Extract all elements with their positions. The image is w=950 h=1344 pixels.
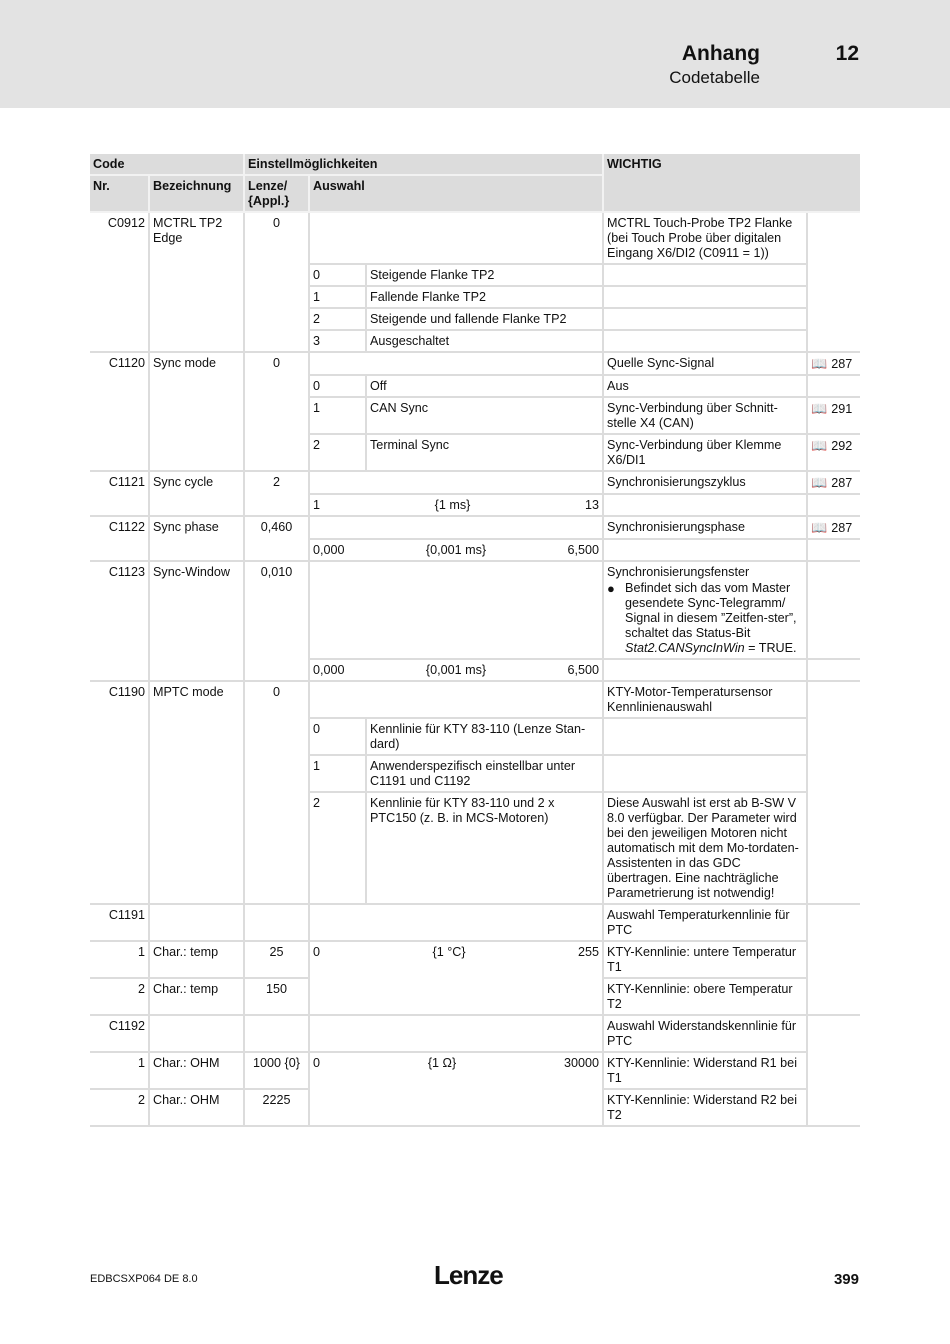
important-cell: KTY-Motor-Temperatursensor Kennlinienauswahl [604, 682, 808, 719]
page-ref[interactable]: 287 [831, 357, 853, 371]
range-cell [310, 540, 604, 562]
option-value: 2 [310, 309, 367, 331]
important-cell: Sync-Verbindung über Schnitt-stelle X4 (CAN) [604, 398, 808, 435]
name-cell: Sync mode [150, 353, 245, 472]
important-cell: KTY-Kennlinie: obere Temperatur T2 [604, 979, 808, 1016]
ref-cell [808, 398, 860, 435]
lenze-cell: 0 [245, 353, 310, 472]
table-row [90, 905, 860, 942]
option-value: 3 [310, 331, 367, 353]
range-max: 13 [585, 498, 600, 512]
book-icon: 📖 [811, 438, 828, 453]
option-value: 0 [310, 265, 367, 287]
lenze-cell [245, 905, 310, 942]
subcode-nr: 1 [90, 942, 150, 979]
range-unit: {1 °C} [432, 945, 466, 959]
subcode-nr: 2 [90, 1090, 150, 1127]
lenze-cell: 150 [245, 979, 310, 1016]
selection-cell [310, 1016, 604, 1053]
range-unit: {1 ms} [434, 498, 471, 512]
important-cell: Auswahl Widerstandskennlinie für PTC [604, 1016, 808, 1053]
range-cell [310, 660, 604, 682]
range-unit: {0,001 ms} [425, 543, 487, 557]
name-cell: MCTRL TP2 Edge [150, 213, 245, 353]
bullet-text [625, 581, 803, 656]
bullet-body: Befindet sich das vom Master gesendete Sync-Telegramm/ Signal in diesem ”Zeitfen-ster”, schaltet das Status-Bit [625, 581, 797, 640]
important-cell [604, 756, 808, 793]
table-row [90, 1016, 860, 1053]
lenze-cell: 0,010 [245, 562, 310, 682]
ref-cell [808, 376, 860, 398]
important-cell: Synchronisierungsphase [604, 517, 808, 540]
important-cell: Aus [604, 376, 808, 398]
lenze-cell: 1000 {0} [245, 1053, 310, 1090]
selection-cell [310, 213, 604, 265]
lenze-cell: 25 [245, 942, 310, 979]
table-header-row [90, 154, 860, 176]
name-cell [150, 1016, 245, 1053]
important-cell [604, 540, 808, 562]
important-cell: Auswahl Temperaturkennlinie für PTC [604, 905, 808, 942]
page-ref[interactable]: 291 [831, 402, 853, 416]
chapter-number: 12 [835, 42, 859, 65]
option-text: Fallende Flanke TP2 [367, 287, 604, 309]
option-text: Kennlinie für KTY 83-110 (Lenze Stan-dard) [367, 719, 604, 756]
lenze-cell: 2225 [245, 1090, 310, 1127]
header-code: Code [90, 154, 245, 176]
book-icon: 📖 [811, 401, 828, 416]
header-selection: Auswahl [310, 176, 604, 213]
ref-cell [808, 1016, 860, 1127]
table-row [90, 942, 860, 979]
table-row [90, 353, 860, 376]
important-cell: KTY-Kennlinie: Widerstand R1 bei T1 [604, 1053, 808, 1090]
option-text: Off [367, 376, 604, 398]
table-row [90, 562, 860, 660]
option-text: Ausgeschaltet [367, 331, 604, 353]
selection-cell [310, 517, 604, 540]
important-cell: Diese Auswahl ist erst ab B-SW V 8.0 verfügbar. Der Parameter wird bei den jeweiligen Motoren nicht automatisch mit dem Mo-tordaten-Assistenten in das GDC übertragen. Eine nachträgliche Parametrierung ist notwendig! [604, 793, 808, 905]
name-cell: Char.: temp [150, 979, 245, 1016]
option-value: 0 [310, 376, 367, 398]
option-text: Steigende und fallende Flanke TP2 [367, 309, 604, 331]
name-cell: Sync cycle [150, 472, 245, 517]
lenze-cell: 0 [245, 213, 310, 353]
range-min: 0,000 [313, 543, 345, 557]
name-cell: Char.: temp [150, 942, 245, 979]
selection-cell [310, 562, 604, 660]
ref-cell [808, 517, 860, 540]
option-value: 1 [310, 398, 367, 435]
code-cell: C1122 [90, 517, 150, 562]
option-value: 2 [310, 435, 367, 472]
table-row [90, 213, 860, 265]
code-table [90, 154, 860, 1127]
ref-cell [808, 682, 860, 905]
range-cell [310, 942, 604, 1016]
code-cell: C1121 [90, 472, 150, 517]
ref-cell [808, 660, 860, 682]
header-important: WICHTIG [604, 154, 860, 213]
lenze-logo: Lenze [434, 1260, 503, 1290]
important-cell [604, 265, 808, 287]
ref-cell [808, 472, 860, 495]
name-cell: Sync phase [150, 517, 245, 562]
code-cell: C1123 [90, 562, 150, 682]
lenze-cell: 2 [245, 472, 310, 517]
ref-cell [808, 562, 860, 660]
code-cell: C0912 [90, 213, 150, 353]
option-value: 1 [310, 756, 367, 793]
ref-cell [808, 435, 860, 472]
range-min: 0 [313, 1056, 321, 1070]
important-title: Synchronisierungsfenster [607, 565, 750, 579]
range-cell [310, 1053, 604, 1127]
chapter-subtitle: Codetabelle [669, 68, 760, 87]
important-cell [604, 331, 808, 353]
important-cell [604, 660, 808, 682]
ref-cell [808, 540, 860, 562]
selection-cell [310, 905, 604, 942]
range-max: 30000 [564, 1056, 600, 1070]
header-settings: Einstellmöglichkeiten [245, 154, 604, 176]
option-text: Kennlinie für KTY 83-110 und 2 x PTC150 (z. B. in MCS-Motoren) [367, 793, 604, 905]
page-ref[interactable]: 287 [831, 476, 853, 490]
page-ref[interactable]: 287 [831, 521, 853, 535]
bullet-item [607, 581, 803, 656]
code-cell: C1192 [90, 1016, 150, 1053]
range-min: 1 [313, 498, 321, 512]
ref-cell [808, 213, 860, 353]
important-cell: Quelle Sync-Signal [604, 353, 808, 376]
name-cell: Char.: OHM [150, 1053, 245, 1090]
important-cell: KTY-Kennlinie: Widerstand R2 bei T2 [604, 1090, 808, 1127]
name-cell: Char.: OHM [150, 1090, 245, 1127]
name-cell: Sync-Window [150, 562, 245, 682]
ref-cell [808, 905, 860, 1016]
option-value: 1 [310, 287, 367, 309]
ref-cell [808, 353, 860, 376]
page-ref[interactable]: 292 [831, 439, 853, 453]
important-cell: MCTRL Touch-Probe TP2 Flanke (bei Touch Probe über digitalen Eingang X6/DI2 (C0911 = 1)) [604, 213, 808, 265]
book-icon: 📖 [811, 475, 828, 490]
page-header [0, 0, 950, 108]
page-number: 399 [833, 1271, 859, 1288]
code-cell: C1190 [90, 682, 150, 905]
document-id: EDBCSXP064 DE 8.0 [90, 1273, 198, 1285]
lenze-cell: 0,460 [245, 517, 310, 562]
table-row [90, 1053, 860, 1090]
range-max: 6,500 [567, 543, 600, 557]
range-min: 0,000 [313, 663, 345, 677]
range-unit: {1 Ω} [427, 1056, 457, 1070]
option-value: 2 [310, 793, 367, 905]
table-row [90, 517, 860, 540]
table-row [90, 472, 860, 495]
important-cell [604, 287, 808, 309]
range-unit: {0,001 ms} [425, 663, 487, 677]
option-text: Anwenderspezifisch einstellbar unter C1191 und C1192 [367, 756, 604, 793]
code-cell: C1120 [90, 353, 150, 472]
header-lenze: Lenze/ {Appl.} [245, 176, 310, 213]
selection-cell [310, 353, 604, 376]
book-icon: 📖 [811, 356, 828, 371]
important-cell [604, 719, 808, 756]
name-cell: MPTC mode [150, 682, 245, 905]
range-max: 255 [578, 945, 600, 959]
book-icon: 📖 [811, 520, 828, 535]
selection-cell [310, 472, 604, 495]
lenze-cell [245, 1016, 310, 1053]
important-cell [604, 562, 808, 660]
important-cell [604, 495, 808, 517]
range-min: 0 [313, 945, 321, 959]
chapter-title: Anhang [681, 42, 760, 65]
name-cell [150, 905, 245, 942]
subcode-nr: 2 [90, 979, 150, 1016]
table-row [90, 682, 860, 719]
range-max: 6,500 [567, 663, 600, 677]
important-cell: Synchronisierungszyklus [604, 472, 808, 495]
option-text: Terminal Sync [367, 435, 604, 472]
important-cell: Sync-Verbindung über Klemme X6/DI1 [604, 435, 808, 472]
header-name: Bezeichnung [150, 176, 245, 213]
header-nr: Nr. [90, 176, 150, 213]
option-text: Steigende Flanke TP2 [367, 265, 604, 287]
bullet-icon: ● [607, 581, 615, 596]
bullet-variable: Stat2.CANSyncInWin [625, 641, 745, 655]
ref-cell [808, 495, 860, 517]
range-cell [310, 495, 604, 517]
code-cell: C1191 [90, 905, 150, 942]
selection-cell [310, 682, 604, 719]
subcode-nr: 1 [90, 1053, 150, 1090]
lenze-cell: 0 [245, 682, 310, 905]
important-cell: KTY-Kennlinie: untere Temperatur T1 [604, 942, 808, 979]
option-value: 0 [310, 719, 367, 756]
option-text: CAN Sync [367, 398, 604, 435]
bullet-end: = TRUE. [748, 641, 797, 655]
important-cell [604, 309, 808, 331]
